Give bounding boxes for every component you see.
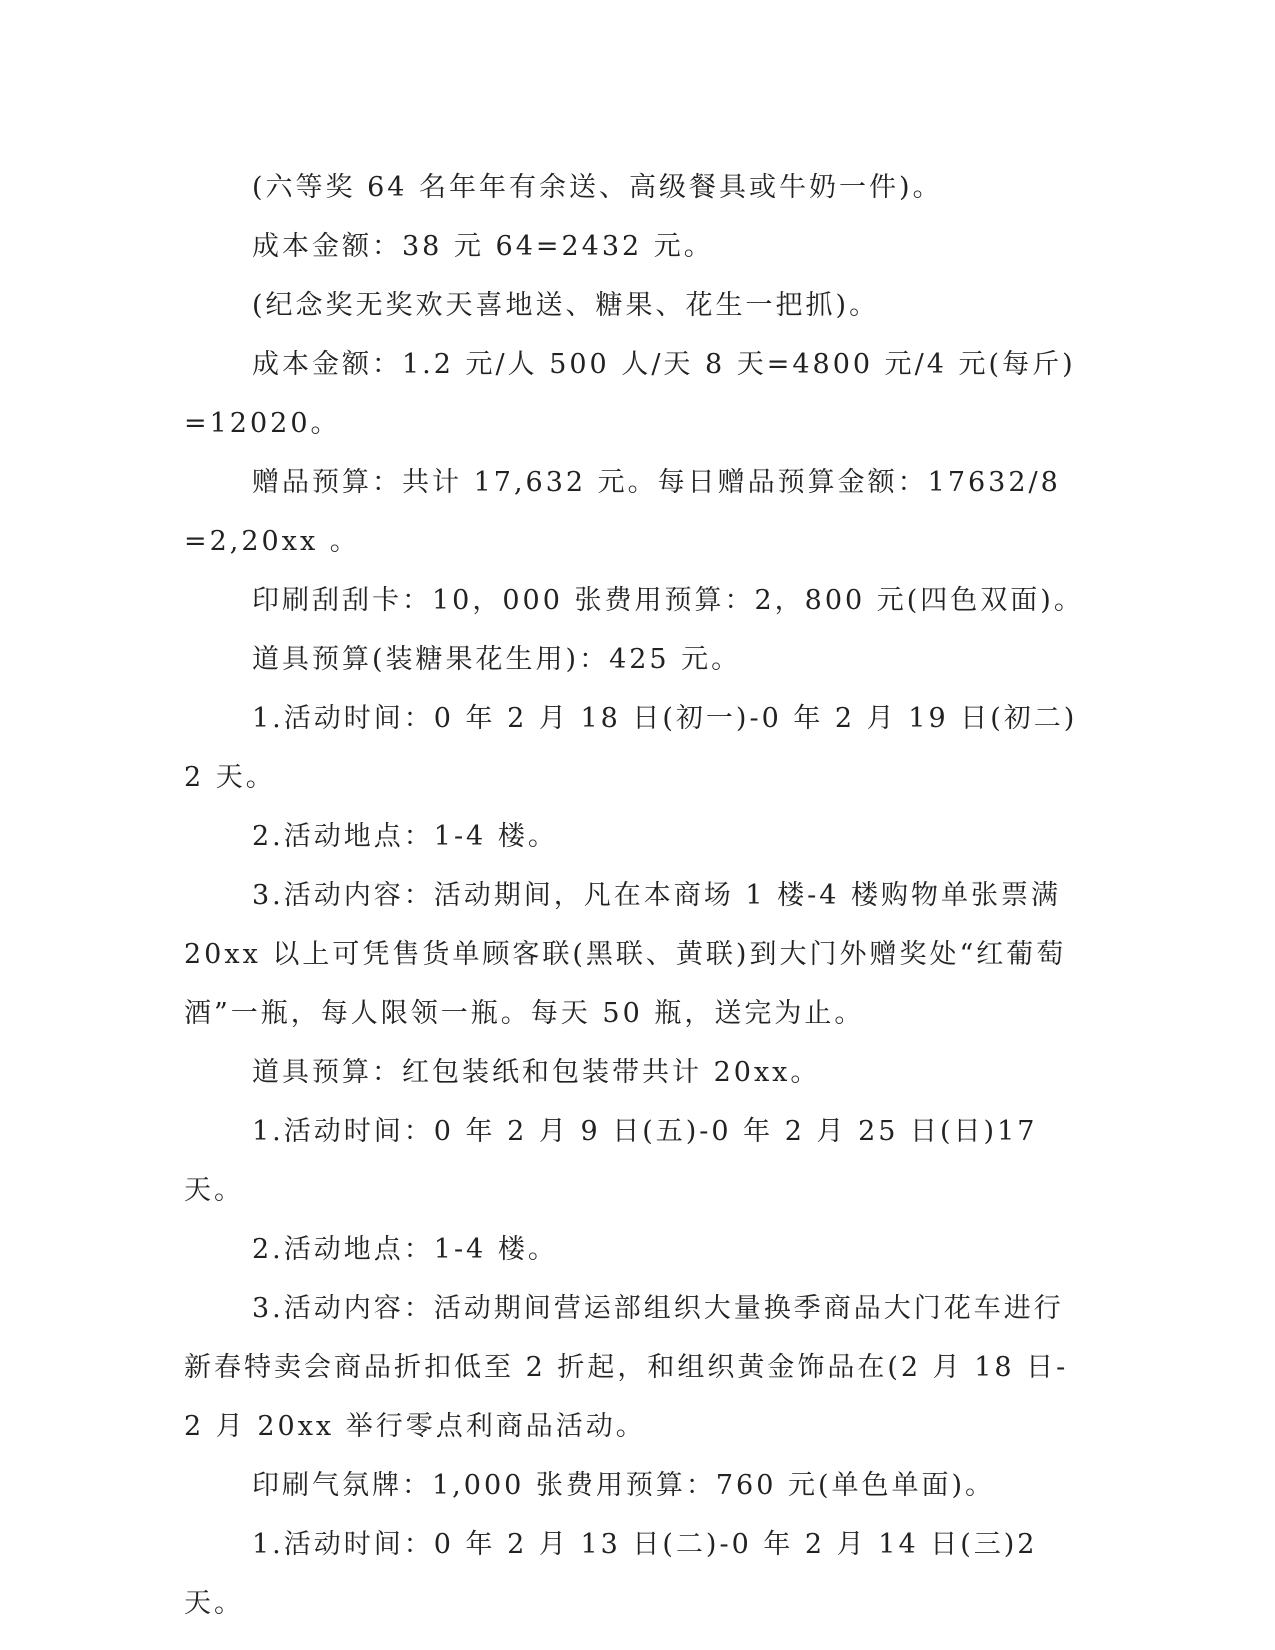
paragraph-gift-sixth-prize: (六等奖 64 名年年有余送、高级餐具或牛奶一件)。 <box>252 172 943 203</box>
paragraph-props-budget: 道具预算(装糖果花生用)：425 元。 <box>252 644 742 675</box>
paragraph-activity-time-1: 1.活动时间：0 年 2 月 18 日(初一)-0 年 2 月 19 日(初二)2 天。 <box>184 703 1078 793</box>
paragraph-poster-budget: 印刷气氛牌：1,000 张费用预算：760 元(单色单面)。 <box>252 1470 996 1501</box>
paragraph-activity-time-3: 1.活动时间：0 年 2 月 13 日(二)-0 年 2 月 14 日(三)2 天。 <box>184 1529 1038 1619</box>
paragraph-scratch-card-budget: 印刷刮刮卡：10，000 张费用预算：2，800 元(四色双面)。 <box>252 585 1084 616</box>
paragraph-cost-sixth-prize: 成本金额：38 元 64=2432 元。 <box>252 231 714 262</box>
paragraph-activity-time-2: 1.活动时间：0 年 2 月 9 日(五)-0 年 2 月 25 日(日)17 天。 <box>184 1116 1038 1206</box>
paragraph-activity-location-2: 2.活动地点：1-4 楼。 <box>252 1234 558 1265</box>
paragraph-activity-content-2: 3.活动内容：活动期间营运部组织大量换季商品大门花车进行新春特卖会商品折扣低至 2 折起，和组织黄金饰品在(2 月 18 日-2 月 20xx 举行零点利商品活动。 <box>184 1293 1069 1442</box>
paragraph-activity-content-1: 3.活动内容：活动期间，凡在本商场 1 楼-4 楼购物单张票满 20xx 以上可凭售货单顾客联(黑联、黄联)到大门外赠奖处“红葡萄酒”一瓶，每人限领一瓶。每天 50 瓶，送完为止。 <box>184 880 1067 1029</box>
paragraph-cost-commemorative: 成本金额：1.2 元/人 500 人/天 8 天=4800 元/4 元(每斤)=12020。 <box>184 349 1076 439</box>
paragraph-props-budget-2: 道具预算：红包装纸和包装带共计 20xx。 <box>252 1057 821 1088</box>
paragraph-commemorative-prize: (纪念奖无奖欢天喜地送、糖果、花生一把抓)。 <box>252 290 880 321</box>
document-body <box>184 158 1084 1633</box>
paragraph-activity-location-1: 2.活动地点：1-4 楼。 <box>252 821 558 852</box>
paragraph-gift-budget: 赠品预算：共计 17,632 元。每日赠品预算金额：17632/8=2,20xx 。 <box>184 467 1061 557</box>
